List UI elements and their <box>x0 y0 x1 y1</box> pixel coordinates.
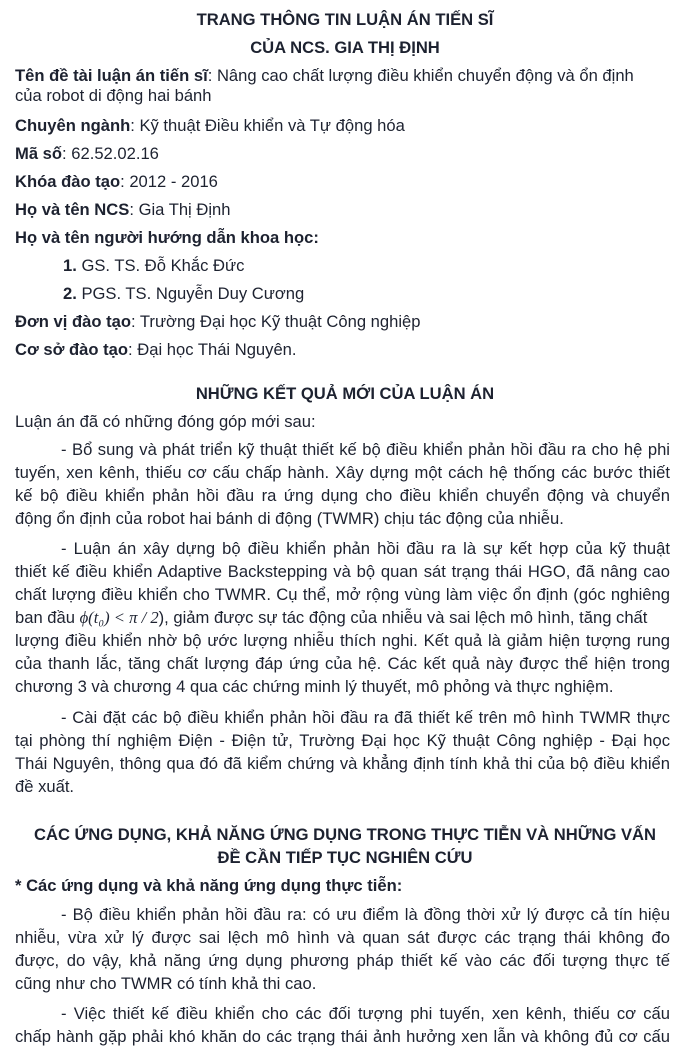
thesis-title-label: Tên đề tài luận án tiến sĩ <box>15 66 208 85</box>
candidate-value: : Gia Thị Định <box>129 200 231 219</box>
advisor-1 <box>63 256 690 276</box>
advisor-2-number: 2. <box>63 284 77 303</box>
thesis-title-row <box>15 66 690 86</box>
applications-subheading: * Các ứng dụng và khả năng ứng dụng thực tiễn: <box>15 876 403 895</box>
base-label: Cơ sở đào tạo <box>15 340 129 359</box>
candidate-row <box>15 200 690 220</box>
advisor-1-number: 1. <box>63 256 77 275</box>
advisor-1-name: GS. TS. Đỗ Khắc Đức <box>76 256 245 275</box>
course-value: : 2012 - 2016 <box>120 172 218 191</box>
results-p2-line: chương 3 và chương 4 qua các chứng minh lý thuyết, mô phỏng và thực nghiệm. <box>15 677 614 696</box>
results-p3-line: tại phòng thí nghiệm Điện - Điện tử, Trường Đại học Kỹ thuật Công nghiệp - Đại học <box>15 731 670 750</box>
results-intro: Luận án đã có những đóng góp mới sau: <box>15 412 316 431</box>
applications-heading-cont: ĐỀ CẦN TIẾP TỤC NGHIÊN CỨU <box>217 848 473 867</box>
math-suffix: ), giảm được sự tác động của nhiễu và sai lệch mô hình, tăng chất <box>158 608 648 627</box>
initial-angle-formula: ϕ(t₀) < π / 2 <box>79 608 159 627</box>
applications-p2-line: - Việc thiết kế điều khiển cho các đối tượng phi tuyến, xen kênh, thiếu cơ cấu <box>61 1004 670 1023</box>
thesis-title-value: : Nâng cao chất lượng điều khiển chuyển động và ổn định <box>207 66 634 85</box>
results-p1-line: động ổn định của robot hai bánh di động (TWMR) chịu tác động của nhiễu. <box>15 509 564 528</box>
page-subtitle: CỦA NCS. GIA THỊ ĐỊNH <box>250 38 440 57</box>
advisor-2-name: PGS. TS. Nguyễn Duy Cương <box>76 284 305 303</box>
applications-p1-line: nhiễu, vừa xử lý được sai lệch mô hình và quan sát được các trạng thái không đo <box>15 928 670 947</box>
results-p2-line: - Luận án xây dựng bộ điều khiển phản hồi đầu ra là sự kết hợp của kỹ thuật <box>61 539 670 558</box>
code-label: Mã số <box>15 144 63 163</box>
candidate-label: Họ và tên NCS <box>15 200 130 219</box>
major-row <box>15 116 690 136</box>
applications-p1-line: được, do vậy, khả năng ứng dụng phương pháp thiết kế vào các đối tượng thực tế <box>15 951 670 970</box>
results-p2-line: của thanh lắc, tăng chất lượng đáp ứng của hệ. Các kết quả này được thể hiện trong <box>15 654 670 673</box>
results-heading: NHỮNG KẾT QUẢ MỚI CỦA LUẬN ÁN <box>195 384 495 403</box>
results-p1-line: - Bổ sung và phát triển kỹ thuật thiết kế bộ điều khiển phản hồi đầu ra cho hệ phi <box>61 440 670 459</box>
unit-row <box>15 312 690 332</box>
math-prefix: ban đầu <box>15 608 80 627</box>
course-row <box>15 172 690 192</box>
major-value: : Kỹ thuật Điều khiển và Tự động hóa <box>130 116 405 135</box>
base-row <box>15 340 690 360</box>
advisor-2 <box>63 284 690 304</box>
course-label: Khóa đào tạo <box>15 172 121 191</box>
unit-value: : Trường Đại học Kỹ thuật Công nghiệp <box>130 312 421 331</box>
unit-label: Đơn vị đào tạo <box>15 312 131 331</box>
results-p2-line: chất lượng điều khiển cho TWMR. Cụ thể, mở rộng vùng làm việc ổn định (góc nghiêng <box>15 585 670 604</box>
code-row <box>15 144 690 164</box>
results-p3-line: đề xuất. <box>15 777 75 796</box>
thesis-title-value-cont: của robot di động hai bánh <box>15 86 212 105</box>
results-p1-line: tuyến, xen kênh, thiếu cơ cấu chấp hành. Xây dựng một cách hệ thống các bước thiết <box>15 463 670 482</box>
applications-heading: CÁC ỨNG DỤNG, KHẢ NĂNG ỨNG DỤNG TRONG THỰC TIỄN VÀ NHỮNG VẤN <box>33 825 656 844</box>
results-p2-line: lượng điều khiển nhờ bộ ước lượng nhiễu thích nghi. Kết quả là giảm hiện tượng rung <box>15 631 670 650</box>
results-p2-line: thiết kế điều khiển Adaptive Backstepping và bộ quan sát trạng thái HGO, đã nâng cao <box>15 562 670 581</box>
major-label: Chuyên ngành <box>15 116 131 135</box>
results-p1-line: kế bộ điều khiển phản hồi đầu ra ứng dụng cho điều khiển chuyển động và chuyển <box>15 486 670 505</box>
base-value: : Đại học Thái Nguyên. <box>128 340 297 359</box>
results-p3-line: Thái Nguyên, thông qua đó đã kiểm chứng và khẳng định tính khả thi của bộ điều khiển <box>15 754 670 773</box>
advisors-label: Họ và tên người hướng dẫn khoa học: <box>15 228 319 247</box>
results-p3-line: - Cài đặt các bộ điều khiển phản hồi đầu ra đã thiết kế trên mô hình TWMR thực <box>61 708 670 727</box>
page-title: TRANG THÔNG TIN LUẬN ÁN TIẾN SĨ <box>196 10 494 29</box>
results-p2-math-line <box>15 608 690 628</box>
code-value: : 62.52.02.16 <box>62 144 159 163</box>
applications-p2-line: chấp hành gặp phải khó khăn do các trạng thái ảnh hưởng xen lẫn và không đủ cơ cấu <box>15 1027 670 1046</box>
applications-p1-line: - Bộ điều khiển phản hồi đầu ra: có ưu điểm là đồng thời xử lý được cả tín hiệu <box>61 905 670 924</box>
applications-p1-line: cũng như cho TWMR có tính khả thi cao. <box>15 974 317 993</box>
